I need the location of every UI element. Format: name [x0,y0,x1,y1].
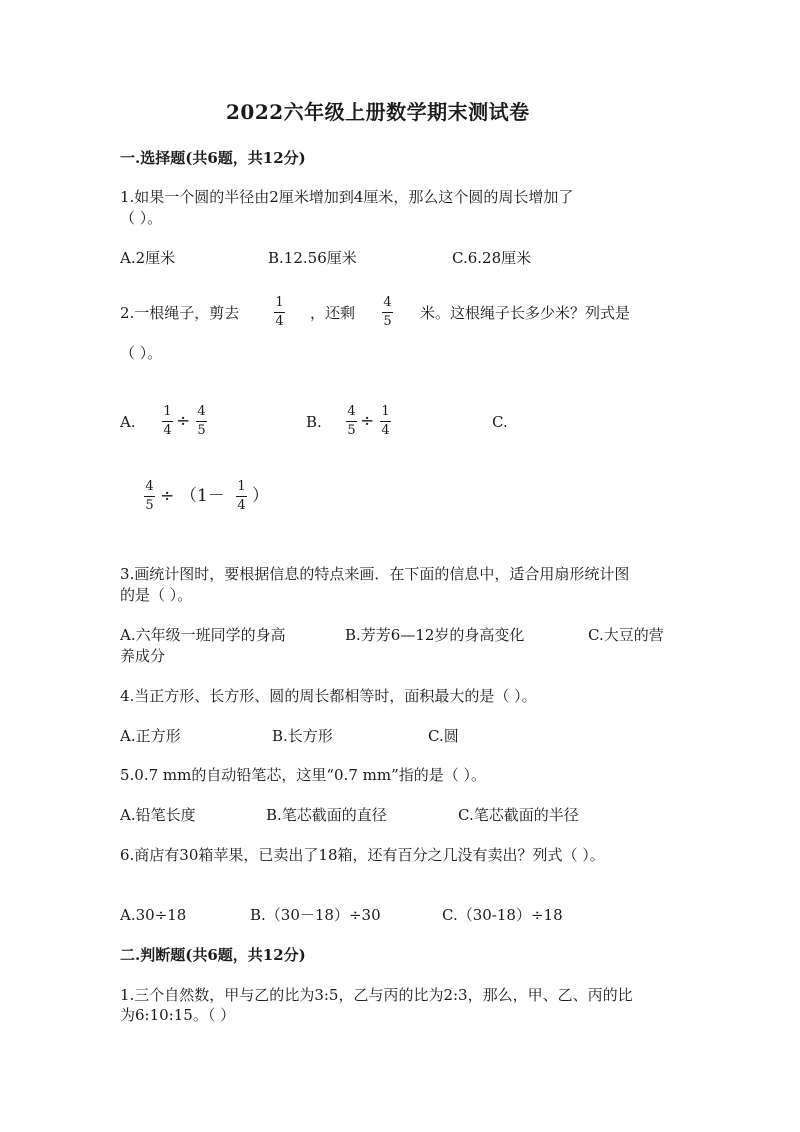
question-1-option-a: A.2厘米 [120,249,176,267]
fraction-numerator: 1 [275,295,284,310]
fraction-numerator: 4 [197,404,206,419]
fraction-denominator: 4 [163,423,172,438]
fraction-numerator: 1 [163,404,172,419]
question-2-suffix: 米。这根绳子长多少米？列式是 [420,304,631,322]
option-b-fraction-2 [380,405,391,438]
question-6-text: 6.商店有30箱苹果，已卖出了18箱，还有百分之几没有卖出？列式（ ）。 [120,846,605,864]
question-4-text: 4.当正方形、长方形、圆的周长都相等时，面积最大的是（ ）。 [120,687,537,705]
question-5-text: 5.0.7 mm的自动铅笔芯，这里“0.7 mm”指的是（ ）。 [120,766,487,784]
question-3-option-c-continued: 养成分 [120,647,166,665]
question-6-option-c: C.（30-18）÷18 [442,906,563,924]
section-heading-true-false: 二.判断题(共6题，共12分) [120,946,306,964]
fraction-denominator: 4 [237,498,246,513]
fraction-denominator: 5 [347,423,356,438]
fraction-numerator: 4 [347,404,356,419]
option-c-fraction-2 [236,480,247,513]
question-1-text: 1.如果一个圆的半径由2厘米增加到4厘米，那么这个圆的周长增加了 [120,188,574,206]
fraction-denominator: 5 [145,498,154,513]
fraction-denominator: 5 [383,314,392,329]
option-c-paren-open: （1－ [180,486,225,506]
question-3-text: 3.画统计图时，要根据信息的特点来画．在下面的信息中，适合用扇形统计图 [120,565,630,583]
question-2-prefix: 2.一根绳子，剪去 [120,304,240,322]
question-4-option-a: A.正方形 [120,727,181,745]
option-c-paren-close: ） [252,486,269,506]
question-5-option-c: C.笔芯截面的半径 [458,806,579,824]
division-sign: ÷ [360,411,375,431]
question-5-option-a: A.铅笔长度 [120,806,196,824]
question-2-option-b-label: B. [306,413,322,431]
judgement-1-text: 1.三个自然数，甲与乙的比为3:5，乙与丙的比为2:3，那么，甲、乙、丙的比 [120,986,633,1004]
section-heading-choice: 一.选择题(共6题，共12分) [120,149,306,167]
question-2-fraction-cut [274,296,285,329]
option-b-fraction-1 [346,405,357,438]
question-3-option-b: B.芳芳6—12岁的身高变化 [345,626,525,644]
question-1-option-c: C.6.28厘米 [452,249,532,267]
question-2-blank: （ ）。 [120,344,163,362]
question-6-option-a: A.30÷18 [120,906,187,924]
fraction-denominator: 5 [197,423,206,438]
fraction-denominator: 4 [381,423,390,438]
fraction-numerator: 1 [237,479,246,494]
division-sign: ÷ [160,486,175,506]
question-3-blank: 的是（ ）。 [120,586,193,604]
question-2-option-a-label: A. [120,413,136,431]
question-5-option-b: B.笔芯截面的直径 [266,806,387,824]
page-title: 2022六年级上册数学期末测试卷 [226,100,530,124]
fraction-numerator: 4 [145,479,154,494]
fraction-numerator: 1 [381,404,390,419]
question-2-fraction-left [382,296,393,329]
question-4-option-c: C.圆 [428,727,459,745]
question-1-option-b: B.12.56厘米 [268,249,357,267]
judgement-1-blank: 为6:10:15。（ ） [120,1006,236,1024]
option-c-fraction-1 [144,480,155,513]
question-3-option-c: C.大豆的营 [588,626,664,644]
fraction-denominator: 4 [275,314,284,329]
question-1-blank: （ ）。 [120,209,163,227]
question-4-option-b: B.长方形 [272,727,333,745]
option-a-fraction-1 [162,405,173,438]
question-2-option-c-label: C. [492,413,508,431]
question-3-option-a: A.六年级一班同学的身高 [120,626,286,644]
question-6-option-b: B.（30－18）÷30 [250,906,381,924]
question-2-middle: ，还剩 [310,304,356,322]
fraction-numerator: 4 [383,295,392,310]
option-a-fraction-2 [196,405,207,438]
division-sign: ÷ [176,411,191,431]
